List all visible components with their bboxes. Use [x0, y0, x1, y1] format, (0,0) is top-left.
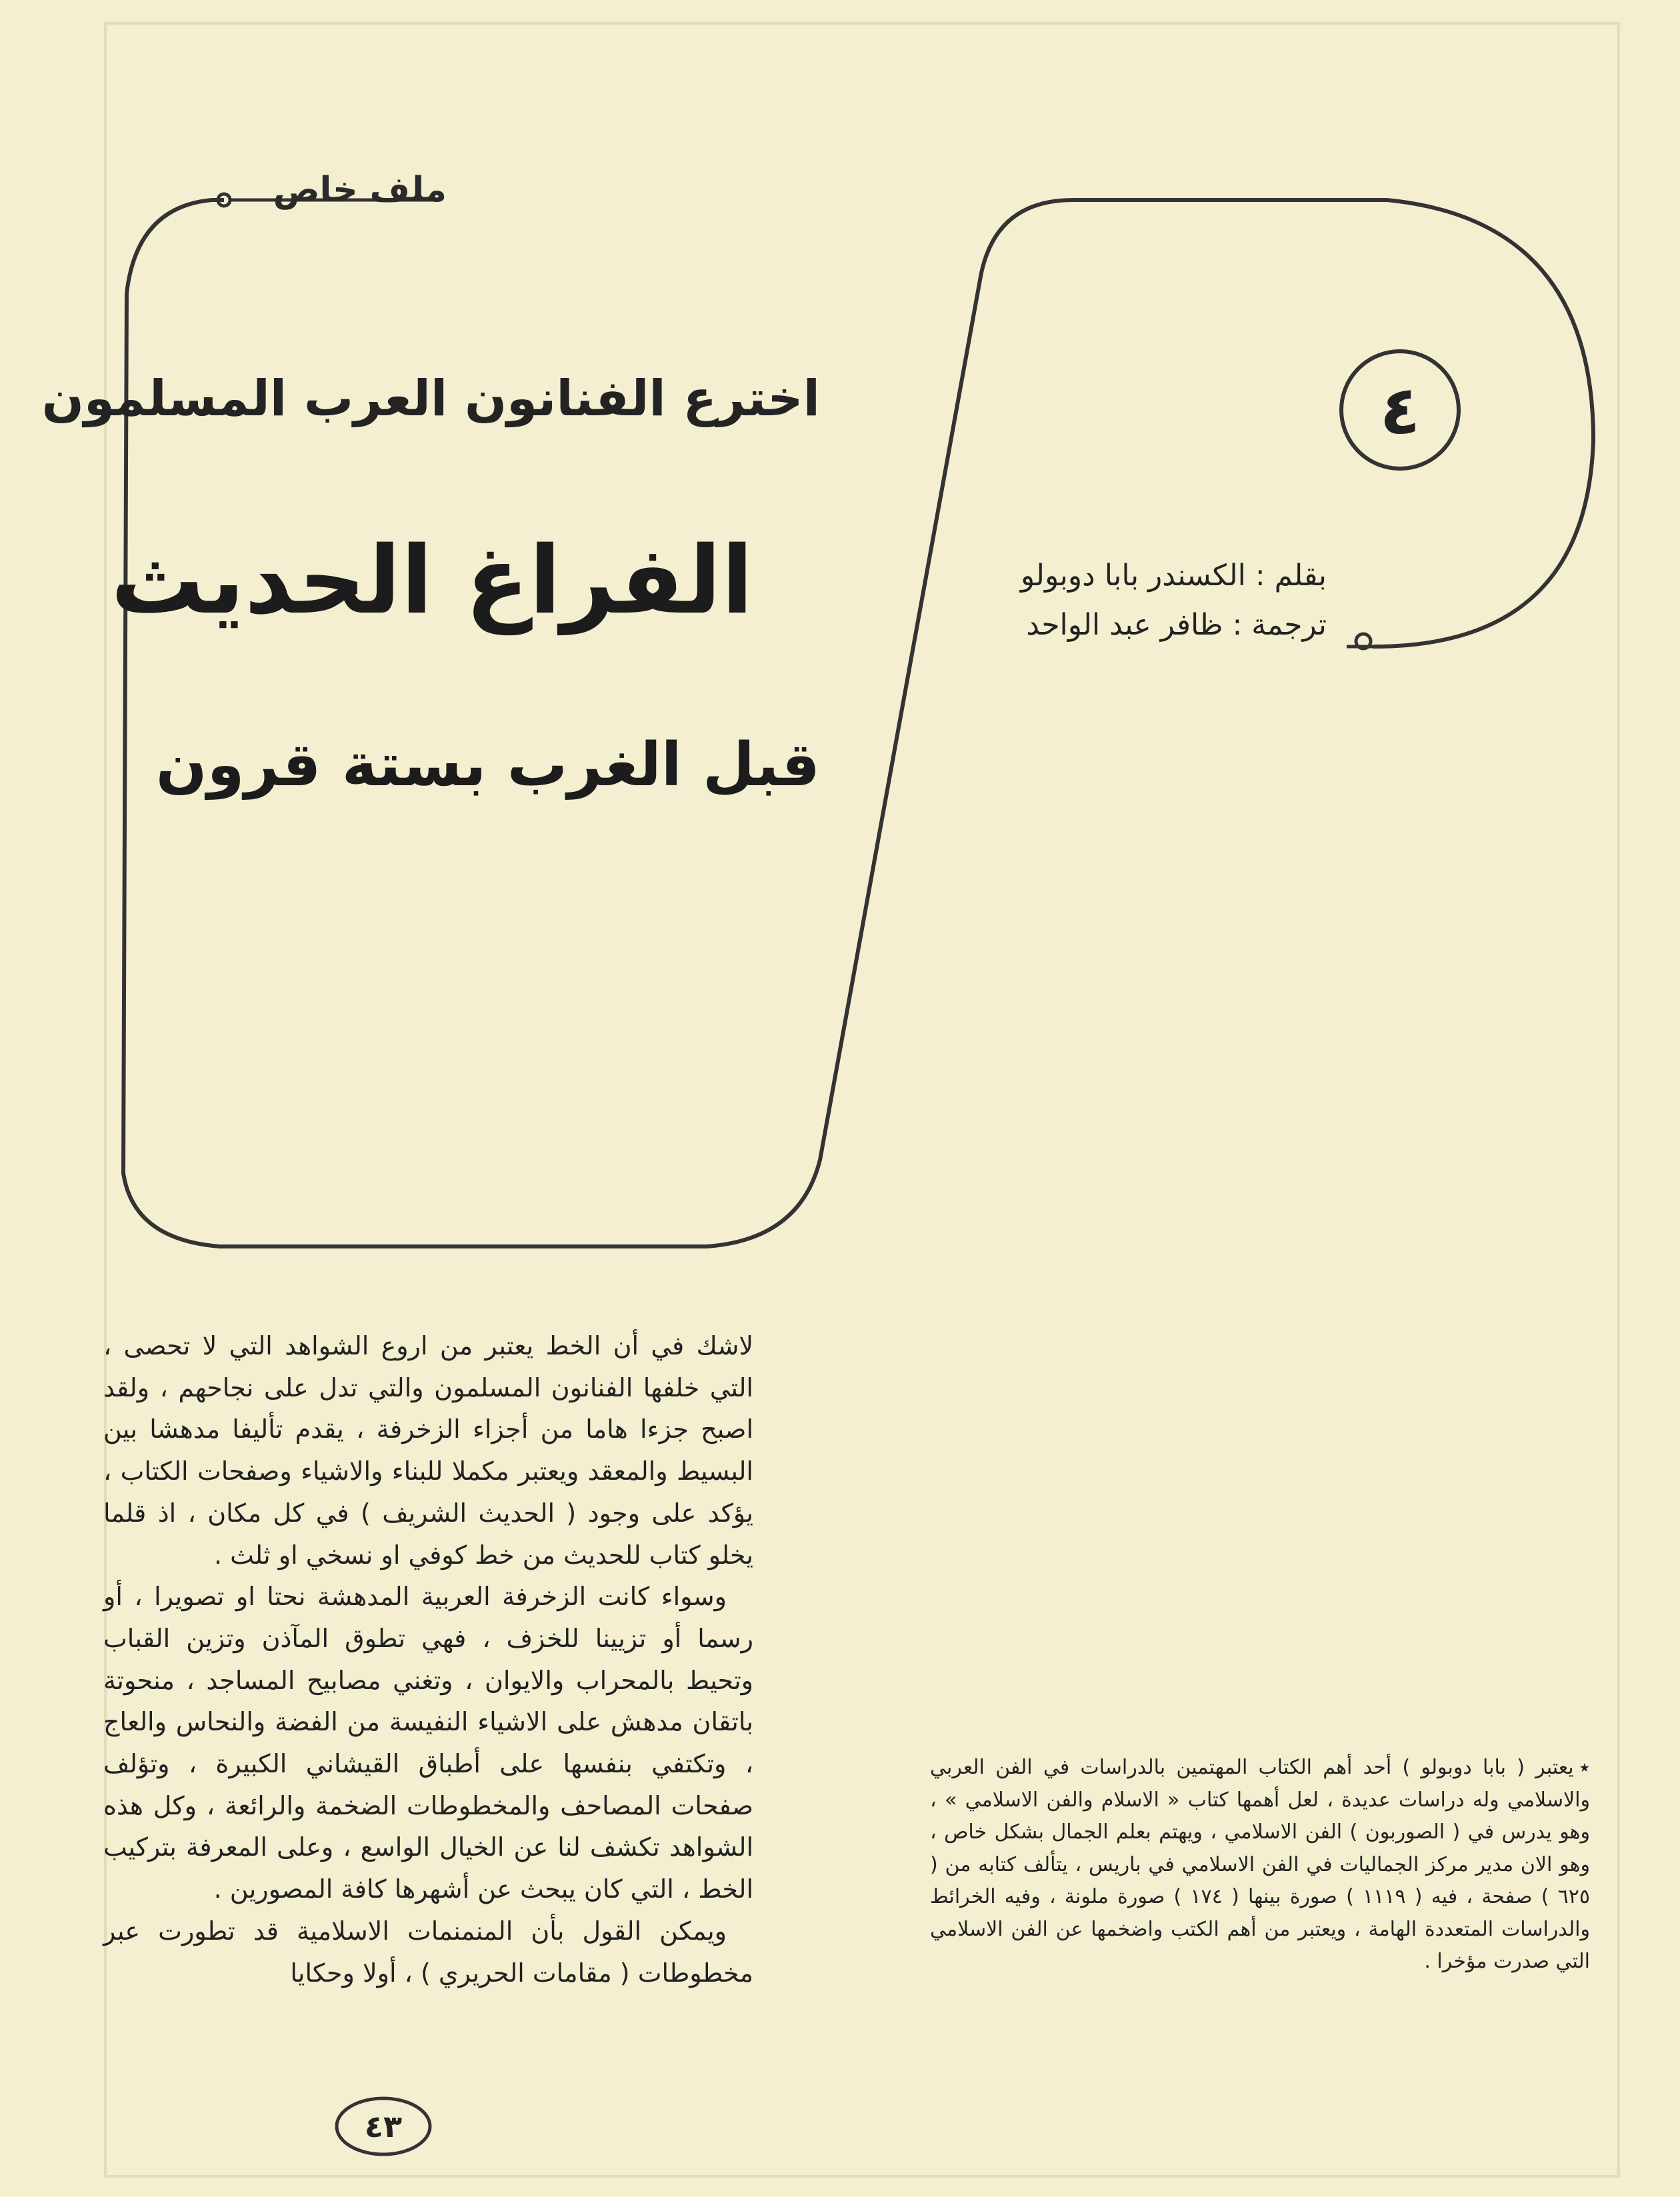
- article-body: [103, 1325, 753, 2052]
- article-subtitle: قبل الغرب بستة قرون: [155, 730, 820, 800]
- page-number: ٤٣: [364, 2108, 403, 2144]
- body-paragraph: لاشك في أن الخط يعتبر من اروع الشواهد التي لا تحصى ، التي خلفها الفنانون المسلمون والتي تدل على نجاحهم ، ولقد اصبح جزءا هاما من أجزاء الزخرفة ، يقدم تأليفا مدهشا بين البسيط والمعقد ويعتبر مكملا للبناء والاشياء وصفحات الكتاب ، يؤكد على وجود ( الحديث الشريف ) في كل مكان ، اذ قلما يخلو كتاب للحديث من خط كوفي او نسخي او ثلث .: [103, 1331, 753, 1570]
- body-paragraph: ويمكن القول بأن المنمنمات الاسلامية قد تطورت عبر مخطوطات ( مقامات الحريري ) ، أولا وحكايا: [103, 1916, 753, 1988]
- issue-number: ٤: [1379, 371, 1421, 449]
- article-headline: اخترع الفنانون العرب المسلمون: [41, 370, 820, 427]
- section-label: ملف خاص: [273, 170, 447, 210]
- body-paragraph: وسواء كانت الزخرفة العربية المدهشة نحتا او تصويرا ، أو رسما أو تزيينا للخزف ، فهي تطوق المآذن وتزين القباب وتحيط بالمحراب والايوان ، وتغني مصابيح المساجد ، منحوتة باتقان مدهش على الاشياء النفيسة من الفضة والنحاس والعاج ، وتكتفي بنفسها على أطباق القيشاني الكبيرة ، وتؤلف صفحات المصاحف والمخطوطات الضخمة والرائعة ، وكل هذه الشواهد تكشف لنا عن الخيال الواسع ، وعلى المعرفة بتركيب الخط ، التي كان يبحث عن أشهرها كافة المصورين .: [103, 1582, 753, 1904]
- author-footnote: [930, 1752, 1590, 2038]
- footnote-text: يعتبر ( بابا دوبولو ) أحد أهم الكتاب المهتمين بالدراسات في الفن العربي والاسلامي وله دراسات عديدة ، لعل أهمها كتاب « الاسلام والفن الاسلامي » ، وهو يدرس في ( الصوربون ) الفن الاسلامي ، ويهتم بعلم الجمال بشكل خاص ، وهو الان مدير مركز الجماليات في الفن الاسلامي في باريس ، يتألف كتابه من ( ٦٢٥ ) صفحة ، فيه ( ١١١٩ ) صورة بينها ( ١٧٤ ) صورة ملونة ، وفيه الخرائط والدراسات المتعددة الهامة ، ويعتبر من أهم الكتب واضخمها عن الفن الاسلامي التي صدرت مؤخرا .: [930, 1756, 1590, 1973]
- footnote-marker: ٭: [1579, 1756, 1590, 1779]
- byline-author: بقلم : الكسندر بابا دوبولو: [1020, 559, 1327, 593]
- byline-translator: ترجمة : ظافر عبد الواحد: [1026, 608, 1327, 642]
- article-title: الفراغ الحديث: [111, 527, 753, 635]
